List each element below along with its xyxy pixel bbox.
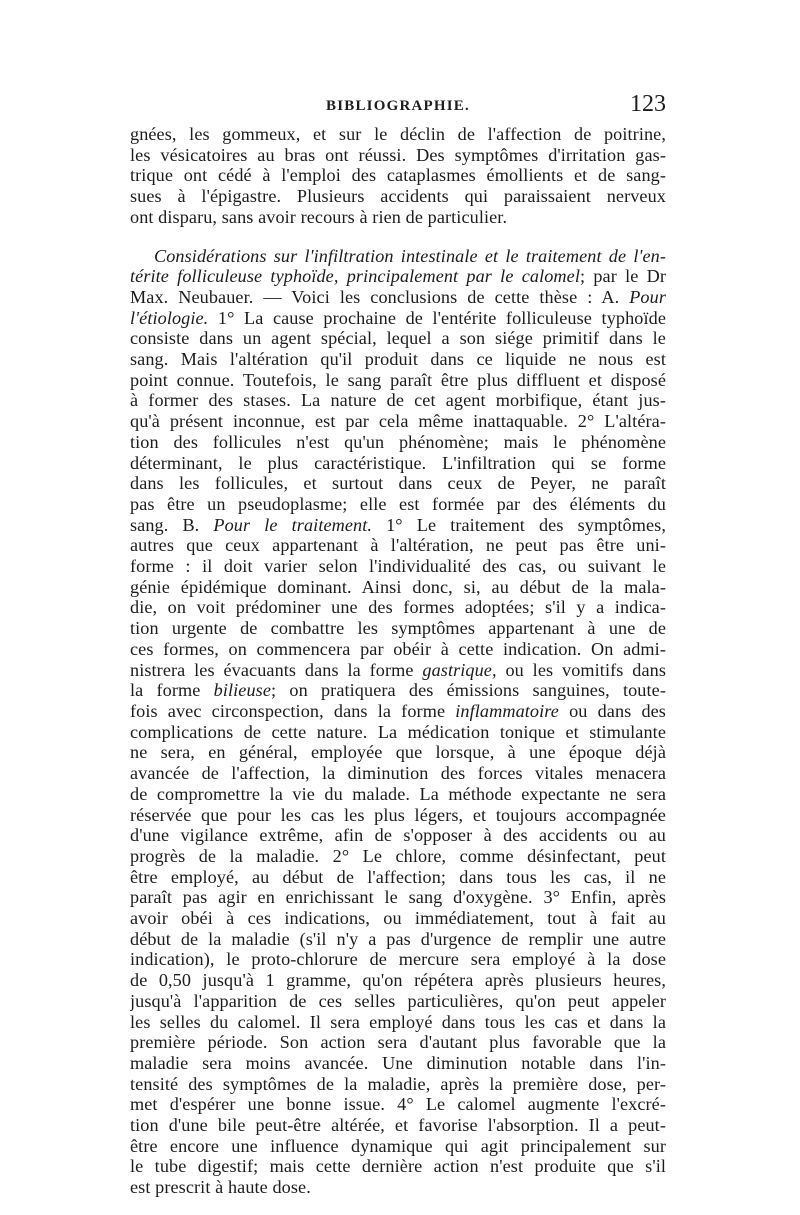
- text-line: de 0,50 jusqu'à 1 gramme, qu'on répétera après plusieurs heures,: [130, 970, 666, 991]
- document-page: [130, 92, 666, 1198]
- text-line: qu'à présent inconnue, est par cela même inattaquable. 2° L'altéra-: [130, 411, 666, 432]
- emphasis-text: inflammatoire: [455, 700, 559, 721]
- text-line: [130, 266, 666, 287]
- text-line: point connue. Toutefois, le sang paraît être plus diffluent et disposé: [130, 369, 666, 390]
- page-header: [130, 92, 666, 122]
- text-line: paraît pas agir en enrichissant le sang d'oxygène. 3° Enfin, après: [130, 887, 666, 908]
- text-line: ont disparu, sans avoir recours à rien de particulier.: [130, 206, 508, 227]
- text-line: forme : il doit varier selon l'individualité des cas, ou suivant le: [130, 556, 666, 577]
- text-span: 1° La cause prochaine de l'entérite folliculeuse typhoïde: [208, 307, 666, 328]
- text-line: ces formes, on commencera par obéir à cette indication. On admi-: [130, 638, 666, 659]
- text-line: début de la maladie (s'il n'y a pas d'urgence de remplir une autre: [130, 928, 666, 949]
- text-span: la forme: [130, 680, 214, 701]
- text-span: 1° Le traitement des symptômes,: [372, 514, 666, 535]
- emphasis-text: bilieuse: [213, 680, 272, 701]
- text-line: jusqu'à l'apparition de ces selles particulières, qu'on peut appeler: [130, 990, 666, 1011]
- article-title-text: térite folliculeuse typhoïde, principalement par le calomel: [130, 266, 580, 287]
- text-line: tion urgente de combattre les symptômes appartenant à une de: [130, 618, 666, 639]
- text-line: [130, 246, 666, 267]
- text-line: tion d'une bile peut-être altérée, et favorise l'absorption. Il a peut-: [130, 1115, 666, 1136]
- text-line: [130, 660, 666, 681]
- text-line: complications de cette nature. La médication tonique et stimulante: [130, 721, 666, 742]
- emphasis-text: gastrique,: [422, 659, 497, 680]
- text-span: ; par le Dr: [580, 266, 666, 287]
- text-line: indication), le proto-chlorure de mercure sera employé à la dose: [130, 949, 666, 970]
- text-line: ne sera, en général, employée que lorsque, à une époque déjà: [130, 742, 666, 763]
- text-line: avancée de l'affection, la diminution des forces vitales menacera: [130, 763, 666, 784]
- running-title: BIBLIOGRAPHIE.: [326, 98, 470, 114]
- text-line: autres que ceux appartenant à l'altération, ne peut pas être uni-: [130, 535, 666, 556]
- text-line: être encore une influence dynamique qui agit principalement sur: [130, 1135, 666, 1156]
- text-span: Max. Neubauer. — Voici les conclusions de cette thèse : A.: [130, 286, 630, 307]
- text-span: ; on pratiquera des émissions sanguines, toute-: [271, 680, 666, 701]
- text-line: tion des follicules n'est qu'un phénomène; mais le phénomène: [130, 431, 666, 452]
- text-line: tensité des symptômes de la maladie, après la première dose, per-: [130, 1073, 666, 1094]
- text-line: sang. Mais l'altération qu'il produit dans ce liquide ne nous est: [130, 349, 666, 370]
- text-span: sang. B.: [130, 514, 214, 535]
- text-line: d'une vigilance extrême, afin de s'opposer à des accidents ou au: [130, 825, 666, 846]
- section-heading-text: Pour: [629, 286, 666, 307]
- page-number: 123: [630, 91, 666, 117]
- text-line: maladie sera moins avancée. Une diminution notable dans l'in-: [130, 1052, 666, 1073]
- text-line: avoir obéi à ces indications, ou immédiatement, tout à fait au: [130, 908, 666, 929]
- text-line: [130, 680, 666, 701]
- text-line: génie épidémique dominant. Ainsi donc, si, au début de la mala-: [130, 576, 666, 597]
- text-line: [130, 515, 666, 536]
- text-line: déterminant, le plus caractéristique. L'infiltration qui se forme: [130, 452, 666, 473]
- text-line: sues à l'épigastre. Plusieurs accidents qui paraissaient nerveux: [130, 186, 666, 207]
- text-line: les selles du calomel. Il sera employé dans tous les cas et dans la: [130, 1011, 666, 1032]
- text-line: gnées, les gommeux, et sur le déclin de l'affection de poitrine,: [130, 124, 666, 144]
- text-line: dans les follicules, et surtout dans ceux de Peyer, ne paraît: [130, 473, 666, 494]
- text-line: à former des stases. La nature de cet agent morbifique, étant jus-: [130, 390, 666, 411]
- text-line: le tube digestif; mais cette dernière action n'est produite que s'il: [130, 1156, 666, 1177]
- text-line: est prescrit à haute dose.: [130, 1177, 311, 1198]
- text-line: de compromettre la vie du malade. La méthode expectante ne sera: [130, 783, 666, 804]
- text-line: consiste dans un agent spécial, lequel a son siége primitif dans le: [130, 328, 666, 349]
- paragraph-1: [130, 124, 666, 228]
- text-line: [130, 701, 666, 722]
- article-title-text: Considérations sur l'infiltration intestinale et le traitement de l'en-: [154, 245, 666, 266]
- text-line: progrès de la maladie. 2° Le chlore, comme désinfectant, peut: [130, 845, 666, 866]
- section-heading-text: l'étiologie.: [130, 307, 209, 328]
- text-span: nistrera les évacuants dans la forme: [130, 659, 423, 680]
- text-line: [130, 308, 666, 329]
- text-line: première période. Son action sera d'autant plus favorable que la: [130, 1032, 666, 1053]
- text-line: [130, 287, 666, 308]
- text-span: ou dans des: [558, 700, 666, 721]
- text-line: trique ont cédé à l'emploi des cataplasmes émollients et de sang-: [130, 165, 666, 186]
- text-span: fois avec circonspection, dans la forme: [130, 700, 456, 721]
- paragraph-2: [130, 246, 666, 1198]
- text-line: die, on voit prédominer une des formes adoptées; s'il y a indica-: [130, 597, 666, 618]
- section-heading-text: Pour le traitement.: [213, 514, 373, 535]
- text-line: être employé, au début de l'affection; dans tous les cas, il ne: [130, 866, 666, 887]
- text-line: pas être un pseudoplasme; elle est formée par des éléments du: [130, 493, 666, 514]
- text-line: réservée que pour les cas les plus légers, et toujours accompagnée: [130, 804, 666, 825]
- text-line: met d'espérer une bonne issue. 4° Le calomel augmente l'excré-: [130, 1094, 666, 1115]
- text-line: les vésicatoires au bras ont réussi. Des symptômes d'irritation gas-: [130, 144, 666, 165]
- text-span: ou les vomitifs dans: [496, 659, 666, 680]
